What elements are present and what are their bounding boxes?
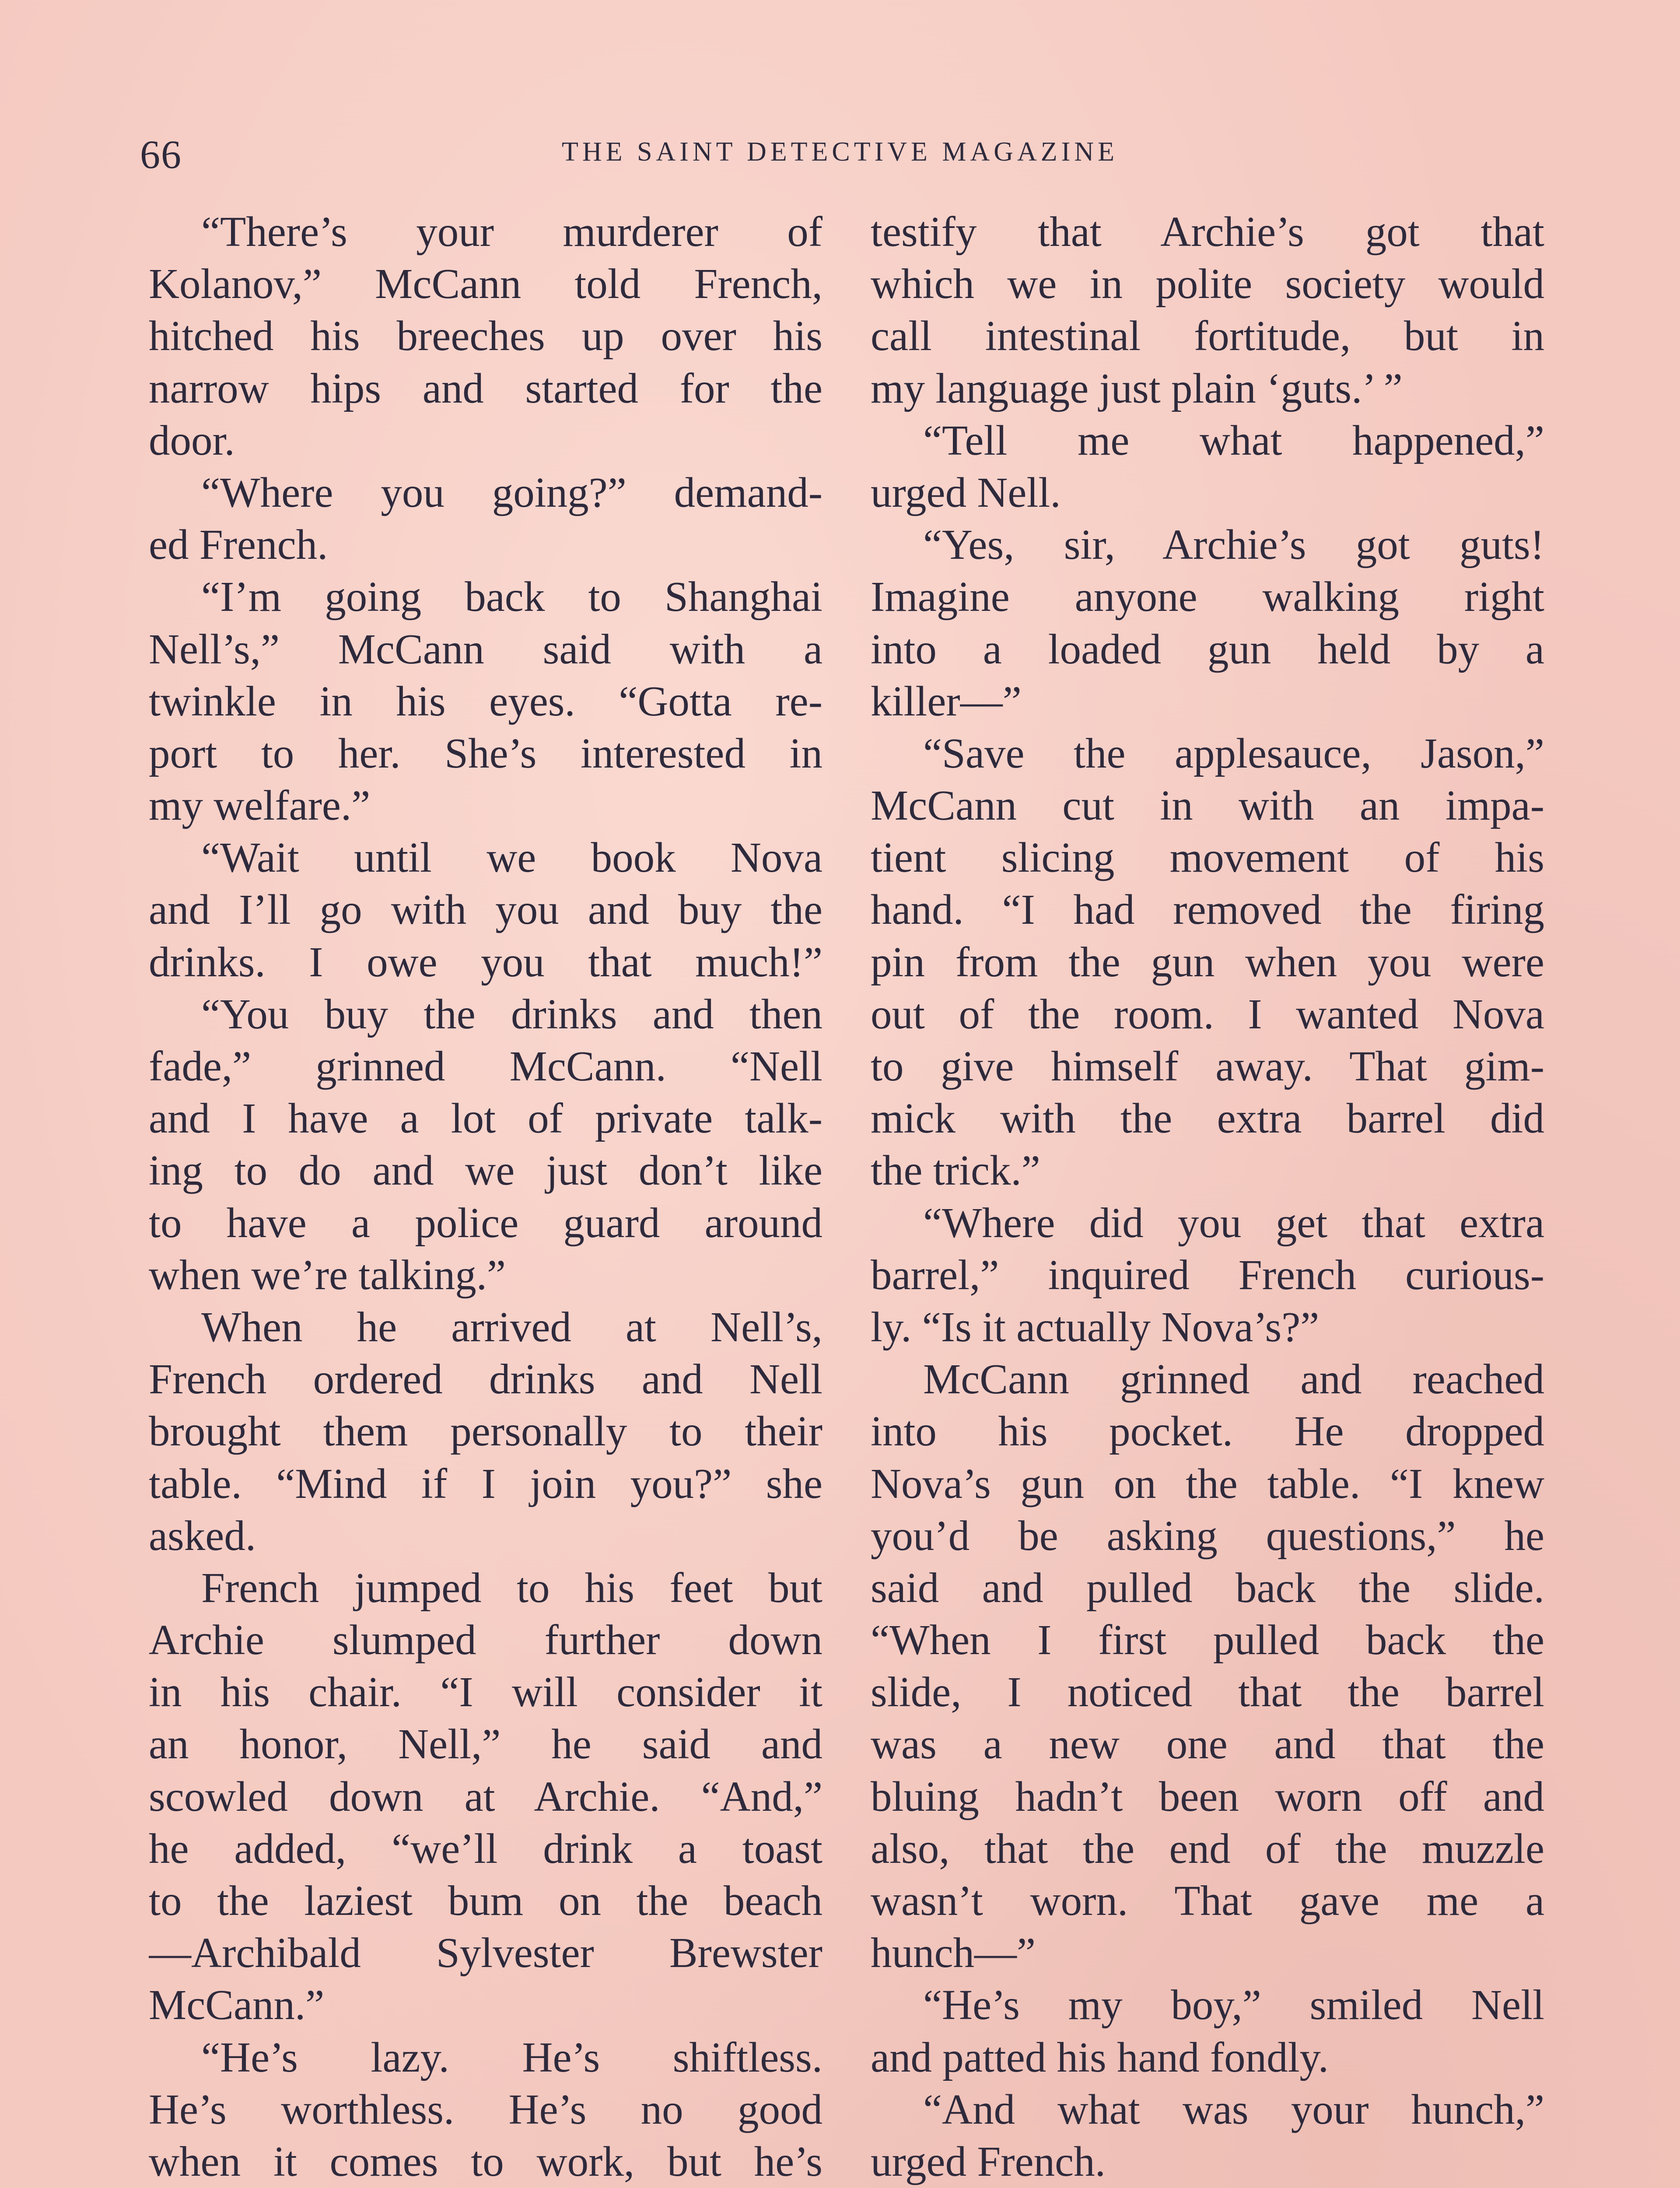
text-column-right xyxy=(871,206,1544,2188)
text-line: “He’s my boy,” smiled Nell xyxy=(923,1981,1544,2029)
text-line: hitched his breeches up over his xyxy=(149,312,822,360)
text-line: twinkle in his eyes. “Gotta re- xyxy=(149,677,822,725)
text-line: an honor, Nell,” he said and xyxy=(149,1721,822,1768)
text-line: which we in polite society would xyxy=(871,260,1544,308)
running-head: THE SAINT DETECTIVE MAGAZINE xyxy=(562,137,1118,167)
text-line: into his pocket. He dropped xyxy=(871,1408,1544,1455)
text-line: Nova’s gun on the table. “I knew xyxy=(871,1460,1544,1507)
text-line: “There’s your murderer of xyxy=(201,208,822,255)
text-line: said and pulled back the slide. xyxy=(871,1564,1544,1611)
text-line: testify that Archie’s got that xyxy=(871,208,1544,255)
text-line: Archie slumped further down xyxy=(149,1616,822,1664)
text-line: urged Nell. xyxy=(871,469,1061,516)
text-line: to give himself away. That gim- xyxy=(871,1043,1544,1090)
text-line: scowled down at Archie. “And,” xyxy=(149,1773,822,1820)
text-line: French ordered drinks and Nell xyxy=(149,1356,822,1403)
text-line: he added, “we’ll drink a toast xyxy=(149,1825,822,1872)
text-line: to the laziest bum on the beach xyxy=(149,1877,822,1924)
text-line: and patted his hand fondly. xyxy=(871,2034,1329,2081)
text-line: also, that the end of the muzzle xyxy=(871,1825,1544,1872)
text-line: my language just plain ‘guts.’ ” xyxy=(871,365,1403,412)
text-line: fade,” grinned McCann. “Nell xyxy=(149,1043,822,1090)
text-line: “Where you going?” demand- xyxy=(201,469,822,516)
text-line: “And what was your hunch,” xyxy=(923,2086,1544,2133)
text-line: urged French. xyxy=(871,2138,1106,2185)
page-header xyxy=(140,131,1540,179)
text-line: barrel,” inquired French curious- xyxy=(871,1251,1544,1298)
text-line: Nell’s,” McCann said with a xyxy=(149,625,822,673)
text-line: ly. “Is it actually Nova’s?” xyxy=(871,1303,1320,1350)
text-line: French jumped to his feet but xyxy=(201,1564,822,1611)
text-line: was a new one and that the xyxy=(871,1721,1544,1768)
text-line: into a loaded gun held by a xyxy=(871,625,1544,673)
text-line: hunch—” xyxy=(871,1929,1036,1977)
text-line: “When I first pulled back the xyxy=(871,1616,1544,1664)
text-line: hand. “I had removed the firing xyxy=(871,886,1544,933)
text-line: Kolanov,” McCann told French, xyxy=(149,260,822,308)
text-line: table. “Mind if I join you?” she xyxy=(149,1460,822,1507)
text-line: door. xyxy=(149,417,235,464)
text-line: the trick.” xyxy=(871,1147,1040,1194)
text-line: my welfare.” xyxy=(149,782,371,829)
text-line: port to her. She’s interested in xyxy=(149,729,822,777)
text-line: drinks. I owe you that much!” xyxy=(149,938,822,985)
text-line: McCann.” xyxy=(149,1981,325,2029)
text-line: When he arrived at Nell’s, xyxy=(201,1303,822,1350)
text-line: pin from the gun when you were xyxy=(871,938,1544,985)
text-line: narrow hips and started for the xyxy=(149,365,822,412)
text-line: in his chair. “I will consider it xyxy=(149,1669,822,1716)
text-line: “Yes, sir, Archie’s got guts! xyxy=(923,521,1544,568)
text-line: slide, I noticed that the barrel xyxy=(871,1669,1544,1716)
text-line: wasn’t worn. That gave me a xyxy=(871,1877,1544,1924)
text-line: and I’ll go with you and buy the xyxy=(149,886,822,933)
text-line: “Wait until we book Nova xyxy=(201,834,822,881)
text-line: brought them personally to their xyxy=(149,1408,822,1455)
text-line: Imagine anyone walking right xyxy=(871,573,1544,621)
text-line: when it comes to work, but he’s xyxy=(149,2138,822,2185)
text-line: He’s worthless. He’s no good xyxy=(149,2086,822,2133)
text-line: “I’m going back to Shanghai xyxy=(201,573,822,621)
text-line: killer—” xyxy=(871,677,1022,725)
text-line: out of the room. I wanted Nova xyxy=(871,990,1544,1038)
text-line: tient slicing movement of his xyxy=(871,834,1544,881)
text-line: and I have a lot of private talk- xyxy=(149,1095,822,1142)
text-line: “You buy the drinks and then xyxy=(201,990,822,1038)
text-line: asked. xyxy=(149,1512,256,1559)
text-line: ing to do and we just don’t like xyxy=(149,1147,822,1194)
text-line: mick with the extra barrel did xyxy=(871,1095,1544,1142)
text-line: to have a police guard around xyxy=(149,1199,822,1246)
text-line: “Tell me what happened,” xyxy=(923,417,1544,464)
text-line: when we’re talking.” xyxy=(149,1251,506,1298)
text-line: “He’s lazy. He’s shiftless. xyxy=(201,2034,822,2081)
text-line: you’d be asking questions,” he xyxy=(871,1512,1544,1559)
text-line: McCann cut in with an impa- xyxy=(871,782,1544,829)
text-line: bluing hadn’t been worn off and xyxy=(871,1773,1544,1820)
text-line: ed French. xyxy=(149,521,328,568)
text-line: “Where did you get that extra xyxy=(923,1199,1544,1246)
page-number: 66 xyxy=(140,132,182,177)
text-line: —Archibald Sylvester Brewster xyxy=(149,1929,822,1977)
text-line: McCann grinned and reached xyxy=(923,1356,1544,1403)
text-column-left xyxy=(149,206,822,2188)
text-line: “Save the applesauce, Jason,” xyxy=(923,729,1544,777)
text-line: call intestinal fortitude, but in xyxy=(871,312,1544,360)
